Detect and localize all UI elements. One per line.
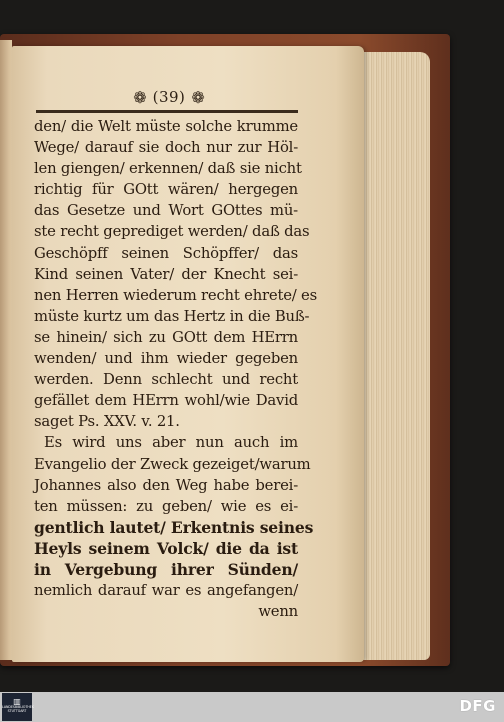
text-line: nemlich darauf war es angefangen/ [34,582,298,600]
header-rule [36,110,298,113]
text-line: Wege/ darauf sie doch nur zur Höl- [34,139,298,157]
text-line: in Vergebung ihrer Sünden/ [34,559,298,579]
text-line: richtig für GOtt wären/ hergegen [34,181,298,199]
ornament-right-icon: ❁ [191,87,205,107]
text-line: den/ die Welt müste solche krumme [34,118,298,135]
text-line: gentlich lautet/ Erkentnis seines [34,517,314,537]
logo-text-line1: LANDESBIBLIOTHEK [2,705,34,709]
text-line: müste kurtz um das Hertz in die Buß- [34,307,310,325]
text-line: wenn [258,603,298,621]
text-line: Es wird uns aber nun auch im [44,434,298,452]
page-header [104,86,234,108]
library-logo [2,693,32,721]
text-line: ste recht geprediget werden/ daß das [34,223,310,241]
library-logo-mark-icon: ▥ [13,697,21,706]
text-line: Evangelio der Zweck gezeiget/warum [34,455,311,473]
text-line: das Gesetze und Wort GOttes mü- [34,202,298,220]
text-line: Heyls seinem Volck/ die da ist [34,538,298,558]
text-line: Geschöpff seinen Schöpffer/ das [34,244,298,262]
text-line: len giengen/ erkennen/ daß sie nicht [34,160,302,178]
text-line: se hinein/ sich zu GOtt dem HErrn [34,328,298,346]
page-number: (39) [152,88,186,106]
text-line: saget Ps. XXV. v. 21. [34,413,180,431]
previous-page-edge [0,40,12,660]
text-line: gefället dem HErrn wohl/wie David [34,392,298,410]
footer-bar [0,692,504,722]
text-line: Johannes also den Weg habe berei- [34,476,298,494]
text-line: wenden/ und ihm wieder gegeben [34,350,298,368]
text-line: nen Herren wiederum recht ehrete/ es [34,286,317,304]
text-line: Kind seinen Vater/ der Knecht sei- [34,265,298,283]
page-text [34,116,317,622]
text-line: werden. Denn schlecht und recht [34,371,298,389]
logo-text-line2: STUTTGART [7,708,27,713]
dfg-logo: DFG [459,697,496,715]
text-line: ten müssen: zu geben/ wie es ei- [34,497,298,515]
ornament-left-icon: ❁ [133,87,147,107]
